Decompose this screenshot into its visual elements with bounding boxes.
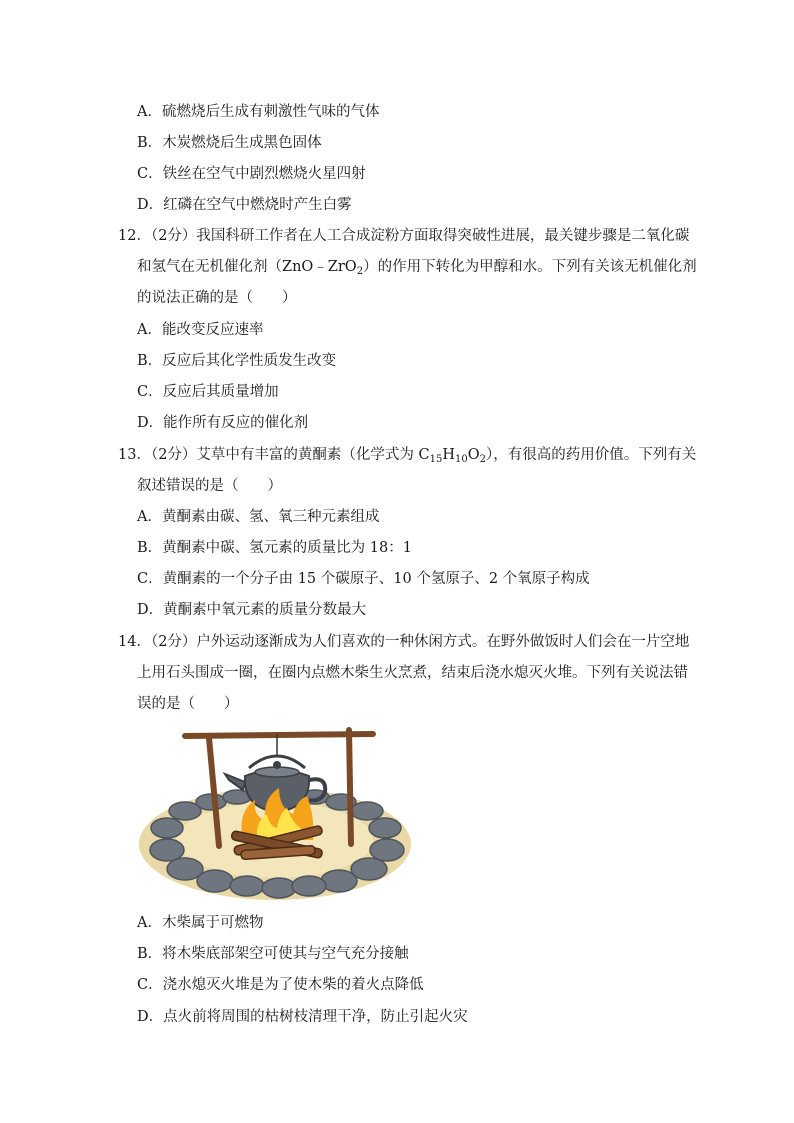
q12-stem-line2 [137,257,697,277]
q14-option-c[interactable]: C．浇水熄灭火堆是为了使木柴的着火点降低 [137,977,424,993]
q14-stem-line2: 上用石头围成一圈，在圈内点燃木柴生火烹煮，结束后浇水熄灭火堆。下列有关说法错 [137,665,688,681]
q11-option-a[interactable]: A．硫燃烧后生成有刺激性气味的气体 [137,104,380,120]
q12-stem-line2-a: 和氢气在无机催化剂（ZnO﹣ZrO [137,259,357,275]
q13-h: H [442,447,456,463]
campfire-illustration [137,716,413,906]
q12-stem-line1: 12．（2分）我国科研工作者在人工合成淀粉方面取得突破性进展，最关键步骤是二氧化碳 [118,228,690,244]
q12-option-c[interactable]: C．反应后其质量增加 [137,384,279,400]
q13-option-b[interactable]: B．黄酮素中碳、氢元素的质量比为 18：1 [137,540,412,556]
q12-stem-line3: 的说法正确的是（ ） [137,290,297,306]
q13-sub-10: 10 [455,454,468,465]
q11-option-c[interactable]: C．铁丝在空气中剧烈燃烧火星四射 [137,166,366,182]
q12-option-d[interactable]: D．能作所有反应的催化剂 [137,415,309,431]
q13-stem-line1-b: ），有很高的药用价值。下列有关 [486,447,697,463]
q14-stem-line3: 误的是（ ） [137,696,239,712]
q13-option-a[interactable]: A．黄酮素由碳、氢、氧三种元素组成 [137,509,380,525]
q14-option-b[interactable]: B．将木柴底部架空可使其与空气充分接触 [137,946,409,962]
q13-stem-line2: 叙述错误的是（ ） [137,478,282,494]
q13-stem-line1-a: 13．（2分）艾草中有丰富的黄酮素（化学式为 C [118,447,430,463]
q14-option-a[interactable]: A．木柴属于可燃物 [137,915,264,931]
q12-option-b[interactable]: B．反应后其化学性质发生改变 [137,353,337,369]
q13-o: O [467,447,480,463]
q11-option-d[interactable]: D．红磷在空气中燃烧时产生白雾 [137,197,352,213]
q13-sub-15: 15 [429,454,443,465]
q13-sub-2: 2 [479,454,487,465]
q11-option-b[interactable]: B．木炭燃烧后生成黑色固体 [137,135,322,151]
q14-stem-line1: 14．（2分）户外运动逐渐成为人们喜欢的一种休闲方式。在野外做饭时人们会在一片空地 [118,634,690,650]
q13-option-d[interactable]: D．黄酮素中氧元素的质量分数最大 [137,602,367,618]
q14-option-d[interactable]: D．点火前将周围的枯树枝清理干净，防止引起火灾 [137,1009,468,1025]
q13-stem-line1 [118,445,696,465]
q12-stem-line2-b: ）的作用下转化为甲醇和水。下列有关该无机催化剂 [363,259,697,275]
q12-subscript: 2 [356,266,364,277]
q13-option-c[interactable]: C．黄酮素的一个分子由 15 个碳原子、10 个氢原子、2 个氧原子构成 [137,571,590,587]
q12-option-a[interactable]: A．能改变反应速率 [137,322,264,338]
